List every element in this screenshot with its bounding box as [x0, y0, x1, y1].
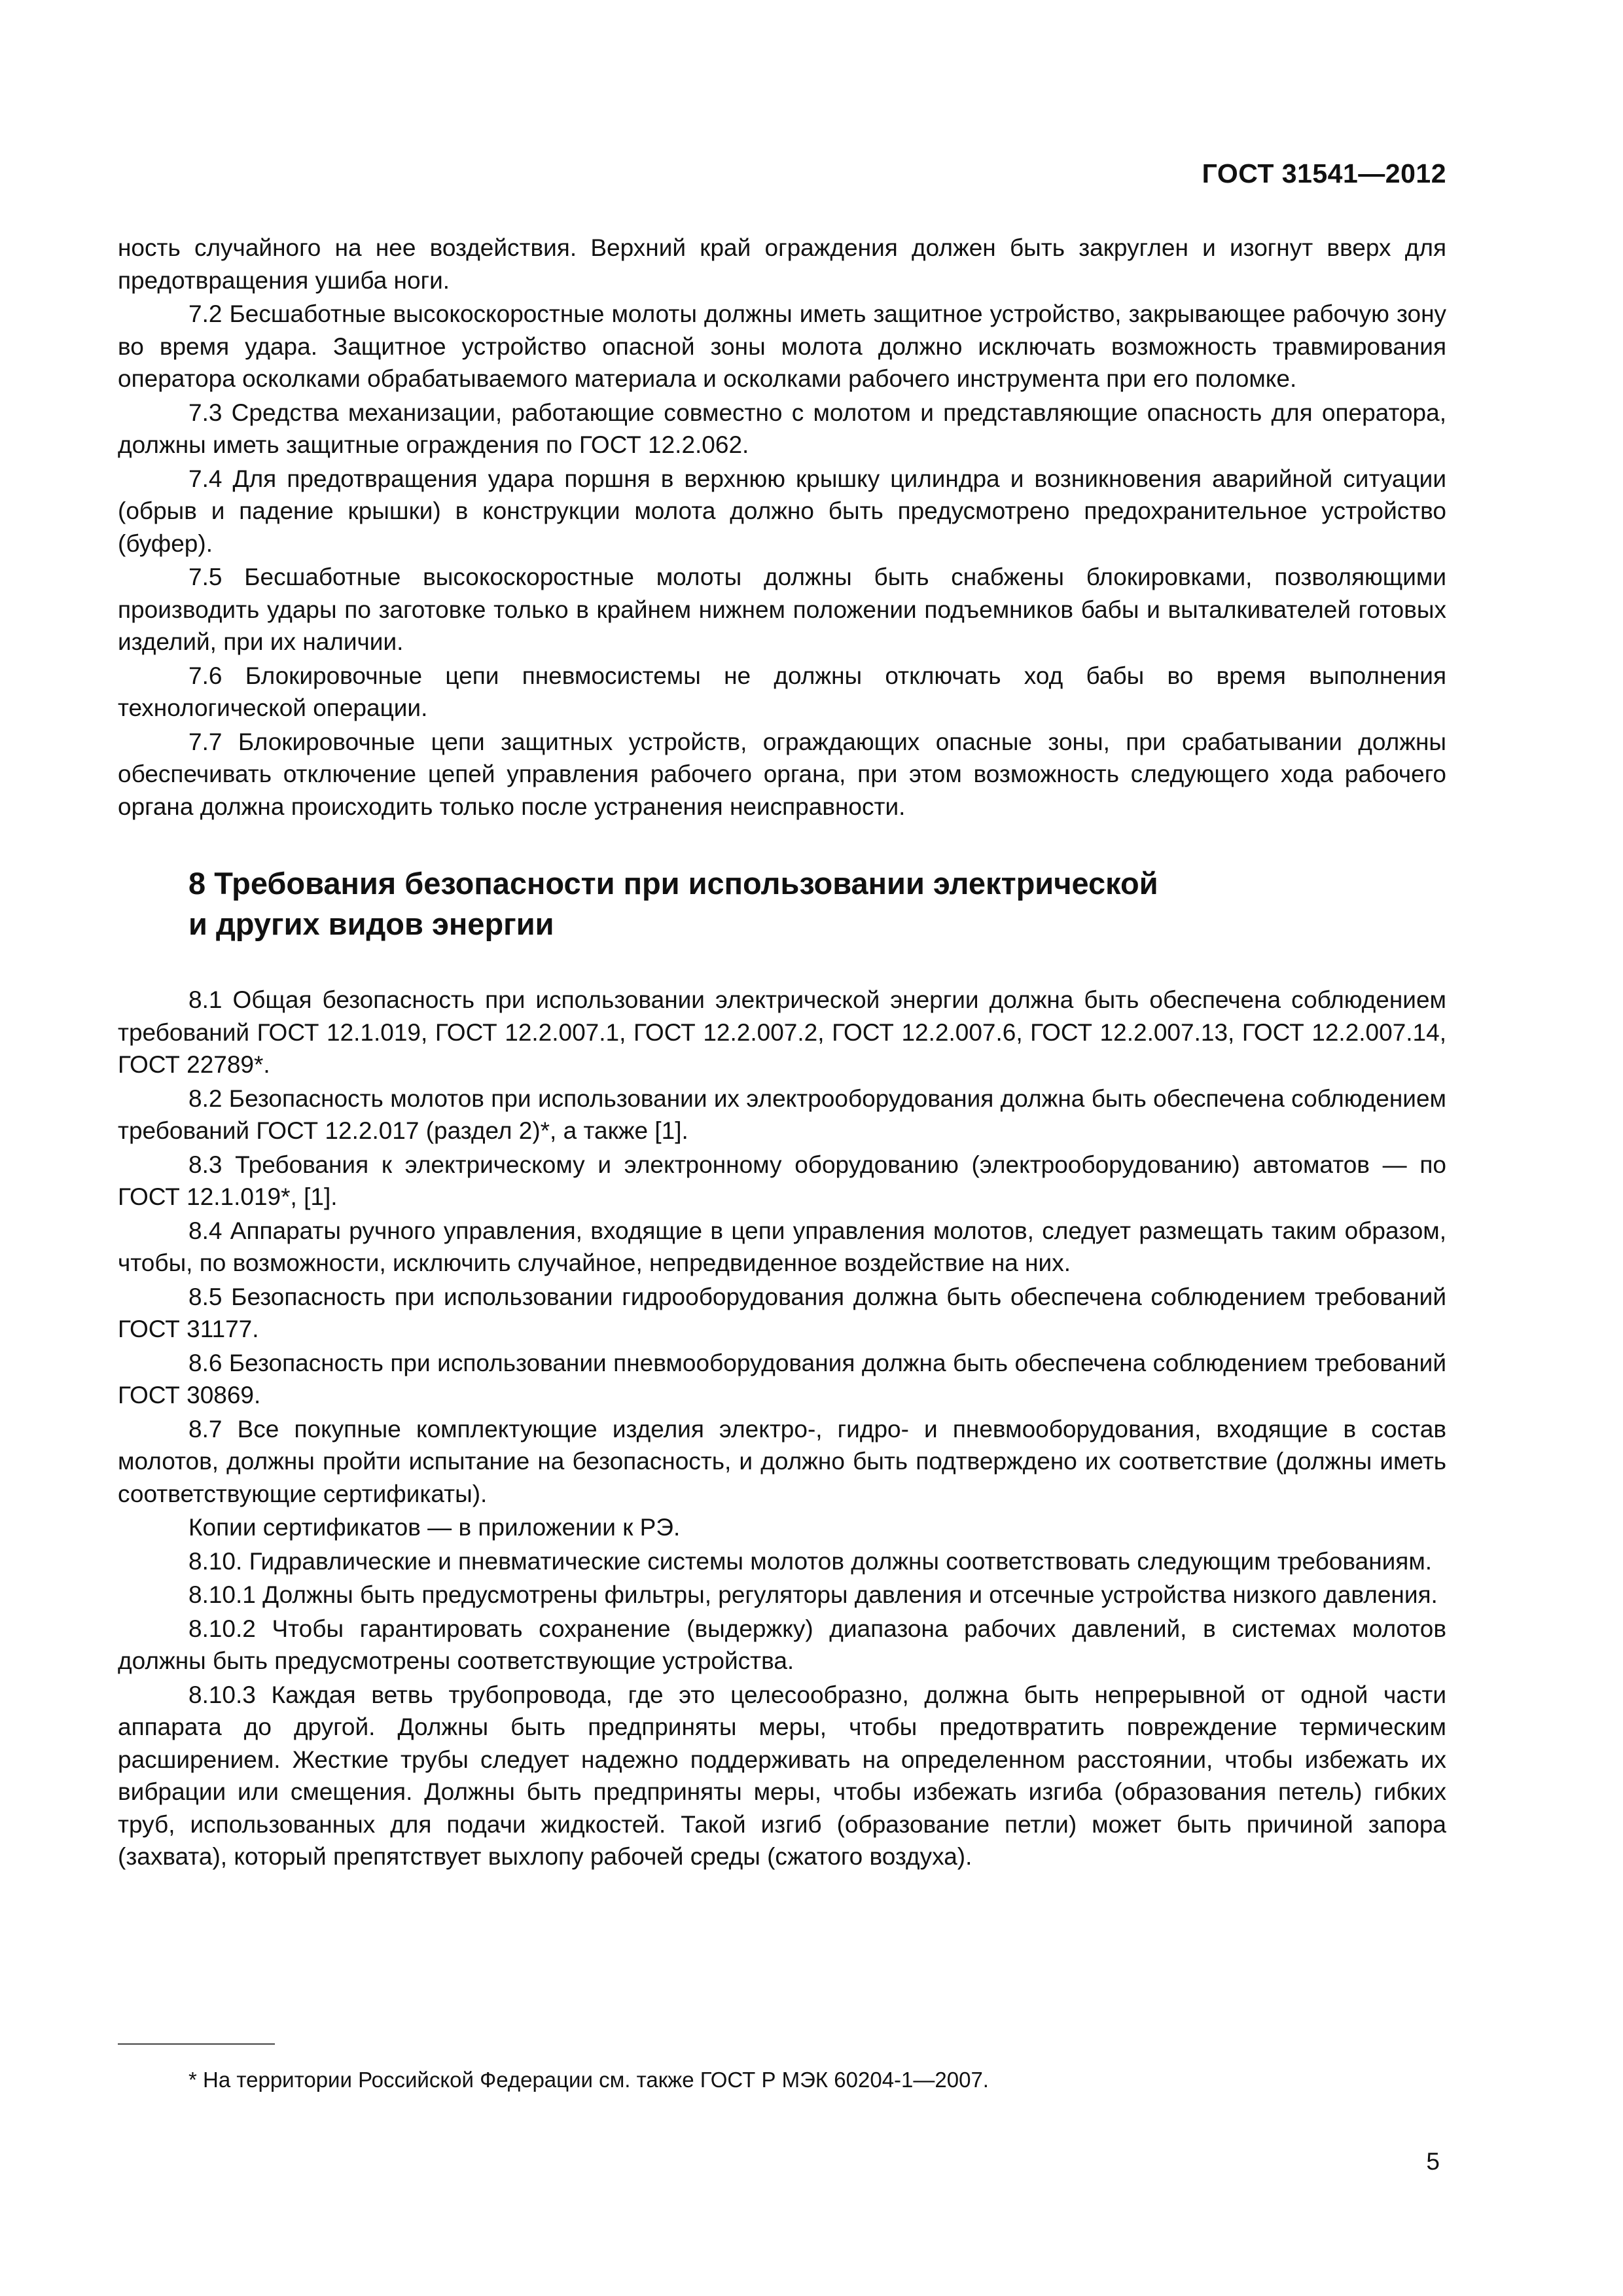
paragraph: 7.7 Блокировочные цепи защитных устройств, ограждающих опасные зоны, при срабатывании должны обеспечивать отключение цепей управления рабочего органа, при этом возможность следующего хода рабочего органа должна происходить только после устранения неисправности.	[118, 728, 1446, 820]
paragraph: 7.3 Средства механизации, работающие совместно с молотом и представляющие опасность для оператора, должны иметь защитные ограждения по ГОСТ 12.2.062.	[118, 399, 1446, 458]
paragraph: 7.6 Блокировочные цепи пневмосистемы не должны отключать ход бабы во время выполнения технологической операции.	[118, 662, 1446, 721]
paragraph: 7.5 Бесшаботные высокоскоростные молоты должны быть снабжены блокировками, позволяющими производить удары по заготовке только в крайнем нижнем положении подъемников бабы и выталкивателей готовых изделий, при их наличии.	[118, 564, 1446, 655]
section-8-paragraphs	[118, 984, 1446, 1873]
document-code-header: ГОСТ 31541—2012	[1202, 158, 1446, 188]
paragraph: 7.2 Бесшаботные высокоскоростные молоты должны иметь защитное устройство, закрывающее рабочую зону во время удара. Защитное устройство опасной зоны молота должно исключать возможность травмирования оператора осколками обрабатываемого материала и осколками рабочего инструмента при его поломке.	[118, 300, 1446, 392]
paragraph: 8.10.3 Каждая ветвь трубопровода, где это целесообразно, должна быть непрерывной от одной части аппарата до другой. Должны быть предприняты меры, чтобы предотвратить повреждение термическим расширением. Жесткие трубы следует надежно поддерживать на определенном расстоянии, чтобы избежать их вибрации или смещения. Должны быть предприняты меры, чтобы избежать изгиба (образования петель) гибких труб, использованных для подачи жидкостей. Такой изгиб (образование петли) может быть причиной запора (захвата), который препятствует выхлопу рабочей среды (сжатого воздуха).	[118, 1681, 1446, 1870]
section-8-heading-line1: 8 Требования безопасности при использовании электрической	[188, 866, 1158, 901]
paragraph: Копии сертификатов — в приложении к РЭ.	[188, 1514, 681, 1541]
paragraph: 8.2 Безопасность молотов при использовании их электрооборудования должна быть обеспечена соблюдением требований ГОСТ 12.2.017 (раздел 2)*, а также [1].	[118, 1085, 1446, 1144]
footnote: * На территории Российской Федерации см. также ГОСТ Р МЭК 60204-1—2007.	[188, 2068, 989, 2092]
paragraph: 8.10. Гидравлические и пневматические системы молотов должны соответствовать следующим требованиям.	[188, 1547, 1433, 1575]
paragraph: ность случайного на нее воздействия. Верхний край ограждения должен быть закруглен и изогнут вверх для предотвращения ушиба ноги.	[118, 234, 1446, 294]
paragraph: 8.6 Безопасность при использовании пневмооборудования должна быть обеспечена соблюдением требований ГОСТ 30869.	[118, 1349, 1446, 1408]
section-8-heading	[188, 863, 1301, 944]
paragraph: 8.3 Требования к электрическому и электронному оборудованию (электрооборудованию) автоматов — по ГОСТ 12.1.019*, [1].	[118, 1151, 1446, 1210]
footnote-divider	[118, 2043, 275, 2045]
paragraph: 8.10.2 Чтобы гарантировать сохранение (выдержку) диапазона рабочих давлений, в системах молотов должны быть предусмотрены соответствующие устройства.	[118, 1615, 1446, 1674]
paragraph: 7.4 Для предотвращения удара поршня в верхнюю крышку цилиндра и возникновения аварийной ситуации (обрыв и падение крышки) в конструкции молота должно быть предусмотрено предохранительное устройство (буфер).	[118, 465, 1446, 557]
section-7-paragraphs	[118, 232, 1446, 823]
page-number: 5	[1426, 2148, 1440, 2175]
paragraph: 8.5 Безопасность при использовании гидрооборудования должна быть обеспечена соблюдением требований ГОСТ 31177.	[118, 1283, 1446, 1342]
document-body	[118, 232, 1446, 1874]
section-8-heading-line2: и других видов энергии	[188, 906, 554, 941]
paragraph: 8.4 Аппараты ручного управления, входящие в цепи управления молотов, следует размещать таким образом, чтобы, по возможности, исключить случайное, непредвиденное воздействие на них.	[118, 1217, 1446, 1276]
paragraph: 8.10.1 Должны быть предусмотрены фильтры, регуляторы давления и отсечные устройства низкого давления.	[188, 1581, 1438, 1608]
paragraph: 8.7 Все покупные комплектующие изделия электро-, гидро- и пневмооборудования, входящие в состав молотов, должны пройти испытание на безопасность, и должно быть подтверждено их соответствие (должны иметь соответствующие сертификаты).	[118, 1415, 1446, 1507]
paragraph: 8.1 Общая безопасность при использовании электрической энергии должна быть обеспечена соблюдением требований ГОСТ 12.1.019, ГОСТ 12.2.007.1, ГОСТ 12.2.007.2, ГОСТ 12.2.007.6, ГОСТ 12.2.007.13, ГОСТ 12.2.007.14, ГОСТ 22789*.	[118, 986, 1446, 1078]
